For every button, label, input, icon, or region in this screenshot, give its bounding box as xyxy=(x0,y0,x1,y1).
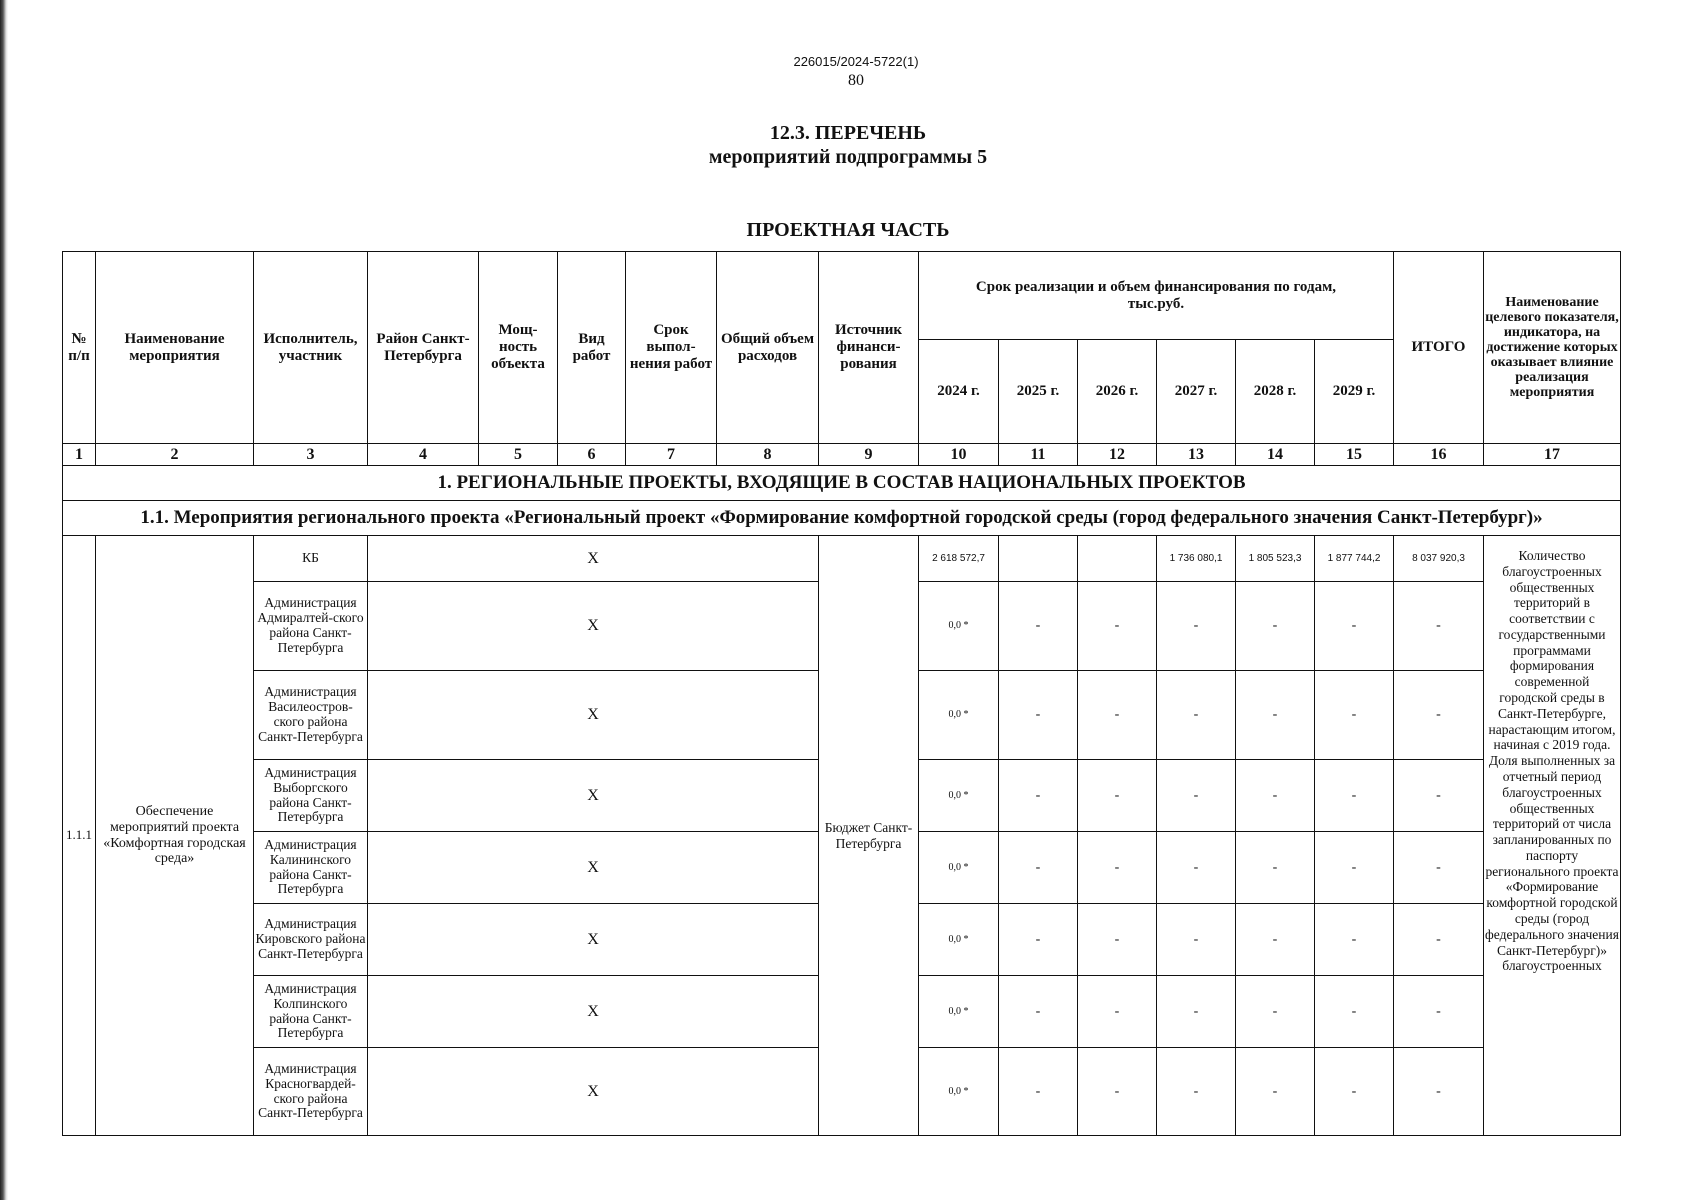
value-2025: - xyxy=(999,976,1078,1048)
value-2029: - xyxy=(1315,832,1394,904)
value-2029: - xyxy=(1315,671,1394,760)
column-number: 13 xyxy=(1157,444,1236,466)
value-2024: 0,0 * xyxy=(919,976,999,1048)
value-total: - xyxy=(1394,976,1484,1048)
activity-name: Обеспечение мероприятий проекта «Комфортная городская среда» xyxy=(96,536,254,1136)
value-2025: - xyxy=(999,904,1078,976)
value-2025: - xyxy=(999,760,1078,832)
not-applicable-mark: Х xyxy=(368,832,819,904)
value-2028: 1 805 523,3 xyxy=(1236,536,1315,582)
header-name: Наименование мероприятия xyxy=(96,252,254,444)
value-2024: 0,0 * xyxy=(919,1048,999,1136)
header-source: Источник финанси-рования xyxy=(819,252,919,444)
value-total: 8 037 920,3 xyxy=(1394,536,1484,582)
executor-cell: Администрация Красногвардей-ского района Санкт-Петербурга xyxy=(254,1048,368,1136)
value-2027: - xyxy=(1157,832,1236,904)
value-total: - xyxy=(1394,582,1484,671)
header-district: Район Санкт-Петербурга xyxy=(368,252,479,444)
executor-cell: Администрация Выборгского района Санкт-Петербурга xyxy=(254,760,368,832)
column-number: 3 xyxy=(254,444,368,466)
value-2028: - xyxy=(1236,832,1315,904)
document-title: 12.3. ПЕРЕЧЕНЬ xyxy=(769,122,927,144)
value-2029: - xyxy=(1315,904,1394,976)
column-number: 4 xyxy=(368,444,479,466)
header-capacity: Мощ-ность объекта xyxy=(479,252,558,444)
subsection-heading: 1.1. Мероприятия регионального проекта «Региональный проект «Формирование комфортной городской среды (город федерального значения Санкт-Петербург)» xyxy=(63,501,1621,536)
value-2026: - xyxy=(1078,671,1157,760)
value-2029: - xyxy=(1315,760,1394,832)
value-2029: - xyxy=(1315,582,1394,671)
value-2026 xyxy=(1078,536,1157,582)
executor-cell: Администрация Колпинского района Санкт-Петербурга xyxy=(254,976,368,1048)
value-2029: - xyxy=(1315,1048,1394,1136)
column-number: 6 xyxy=(558,444,626,466)
column-number: 11 xyxy=(999,444,1078,466)
value-2027: - xyxy=(1157,976,1236,1048)
value-2026: - xyxy=(1078,582,1157,671)
value-total: - xyxy=(1394,832,1484,904)
executor-cell: Администрация Калининского района Санкт-Петербурга xyxy=(254,832,368,904)
document-id: 226015/2024-5722(1) xyxy=(793,54,919,69)
value-2027: - xyxy=(1157,582,1236,671)
not-applicable-mark: Х xyxy=(368,536,819,582)
value-2024: 0,0 * xyxy=(919,832,999,904)
header-total-volume: Общий объем расходов xyxy=(717,252,819,444)
value-total: - xyxy=(1394,760,1484,832)
header-year-2026: 2026 г. xyxy=(1078,340,1157,444)
header-work-type: Вид работ xyxy=(558,252,626,444)
executor-cell: Администрация Адмиралтей-ского района Санкт-Петербурга xyxy=(254,582,368,671)
indicator-description: Количество благоустроенных общественных территорий в соответствии с государственными программами формирования современной городской среды в Санкт-Петербурге, нарастающим итогом, начиная с 2019 года. Доля выполненных за отчетный период благоустроенных общественных территорий от числа запланированных по паспорту регионального проекта «Формирование комфортной городской среды (город федерального значения Санкт-Петербург)» благоустроенных xyxy=(1484,536,1621,1136)
column-number: 17 xyxy=(1484,444,1621,466)
header-year-2029: 2029 г. xyxy=(1315,340,1394,444)
column-number: 9 xyxy=(819,444,919,466)
value-2028: - xyxy=(1236,1048,1315,1136)
value-2026: - xyxy=(1078,904,1157,976)
not-applicable-mark: Х xyxy=(368,582,819,671)
value-2027: - xyxy=(1157,760,1236,832)
activities-table xyxy=(62,251,1621,1136)
value-total: - xyxy=(1394,904,1484,976)
value-2028: - xyxy=(1236,582,1315,671)
column-number: 8 xyxy=(717,444,819,466)
header-num: № п/п xyxy=(63,252,96,444)
value-2024: 0,0 * xyxy=(919,582,999,671)
column-number: 1 xyxy=(63,444,96,466)
not-applicable-mark: Х xyxy=(368,976,819,1048)
value-2025: - xyxy=(999,1048,1078,1136)
value-2026: - xyxy=(1078,760,1157,832)
column-number: 7 xyxy=(626,444,717,466)
column-number: 2 xyxy=(96,444,254,466)
value-2024: 0,0 * xyxy=(919,904,999,976)
not-applicable-mark: Х xyxy=(368,904,819,976)
funding-source: Бюджет Санкт-Петербурга xyxy=(819,536,919,1136)
column-number: 15 xyxy=(1315,444,1394,466)
value-2029: - xyxy=(1315,976,1394,1048)
value-2024: 0,0 * xyxy=(919,671,999,760)
value-2027: - xyxy=(1157,904,1236,976)
scan-edge xyxy=(0,0,8,1200)
header-year-2025: 2025 г. xyxy=(999,340,1078,444)
header-period-group: Срок реализации и объем финансирования по годам, тыс.руб. xyxy=(919,252,1394,340)
part-title: ПРОЕКТНАЯ ЧАСТЬ xyxy=(746,219,950,241)
value-2029: 1 877 744,2 xyxy=(1315,536,1394,582)
value-2027: - xyxy=(1157,1048,1236,1136)
header-total: ИТОГО xyxy=(1394,252,1484,444)
not-applicable-mark: Х xyxy=(368,671,819,760)
column-number: 10 xyxy=(919,444,999,466)
value-2028: - xyxy=(1236,976,1315,1048)
header-executor: Исполнитель, участник xyxy=(254,252,368,444)
column-number: 14 xyxy=(1236,444,1315,466)
column-number: 12 xyxy=(1078,444,1157,466)
value-2026: - xyxy=(1078,976,1157,1048)
executor-cell: КБ xyxy=(254,536,368,582)
executor-cell: Администрация Василеостров-ского района Санкт-Петербурга xyxy=(254,671,368,760)
page-number: 80 xyxy=(848,72,864,89)
header-term: Срок выпол-нения работ xyxy=(626,252,717,444)
document-subtitle: мероприятий подпрограммы 5 xyxy=(708,146,988,168)
value-2027: 1 736 080,1 xyxy=(1157,536,1236,582)
value-2026: - xyxy=(1078,832,1157,904)
value-2028: - xyxy=(1236,904,1315,976)
value-total: - xyxy=(1394,671,1484,760)
value-2024: 0,0 * xyxy=(919,760,999,832)
section-heading: 1. РЕГИОНАЛЬНЫЕ ПРОЕКТЫ, ВХОДЯЩИЕ В СОСТАВ НАЦИОНАЛЬНЫХ ПРОЕКТОВ xyxy=(63,466,1621,501)
executor-cell: Администрация Кировского района Санкт-Петербурга xyxy=(254,904,368,976)
value-2025: - xyxy=(999,832,1078,904)
header-indicator: Наименование целевого показателя, индикатора, на достижение которых оказывает влияние реализация мероприятия xyxy=(1484,252,1621,444)
value-2027: - xyxy=(1157,671,1236,760)
not-applicable-mark: Х xyxy=(368,1048,819,1136)
value-2026: - xyxy=(1078,1048,1157,1136)
value-2025 xyxy=(999,536,1078,582)
not-applicable-mark: Х xyxy=(368,760,819,832)
value-2028: - xyxy=(1236,671,1315,760)
value-2028: - xyxy=(1236,760,1315,832)
column-number: 16 xyxy=(1394,444,1484,466)
value-2024: 2 618 572,7 xyxy=(919,536,999,582)
value-2025: - xyxy=(999,671,1078,760)
column-number: 5 xyxy=(479,444,558,466)
header-year-2028: 2028 г. xyxy=(1236,340,1315,444)
header-year-2024: 2024 г. xyxy=(919,340,999,444)
header-year-2027: 2027 г. xyxy=(1157,340,1236,444)
value-total: - xyxy=(1394,1048,1484,1136)
item-number: 1.1.1 xyxy=(63,536,96,1136)
value-2025: - xyxy=(999,582,1078,671)
